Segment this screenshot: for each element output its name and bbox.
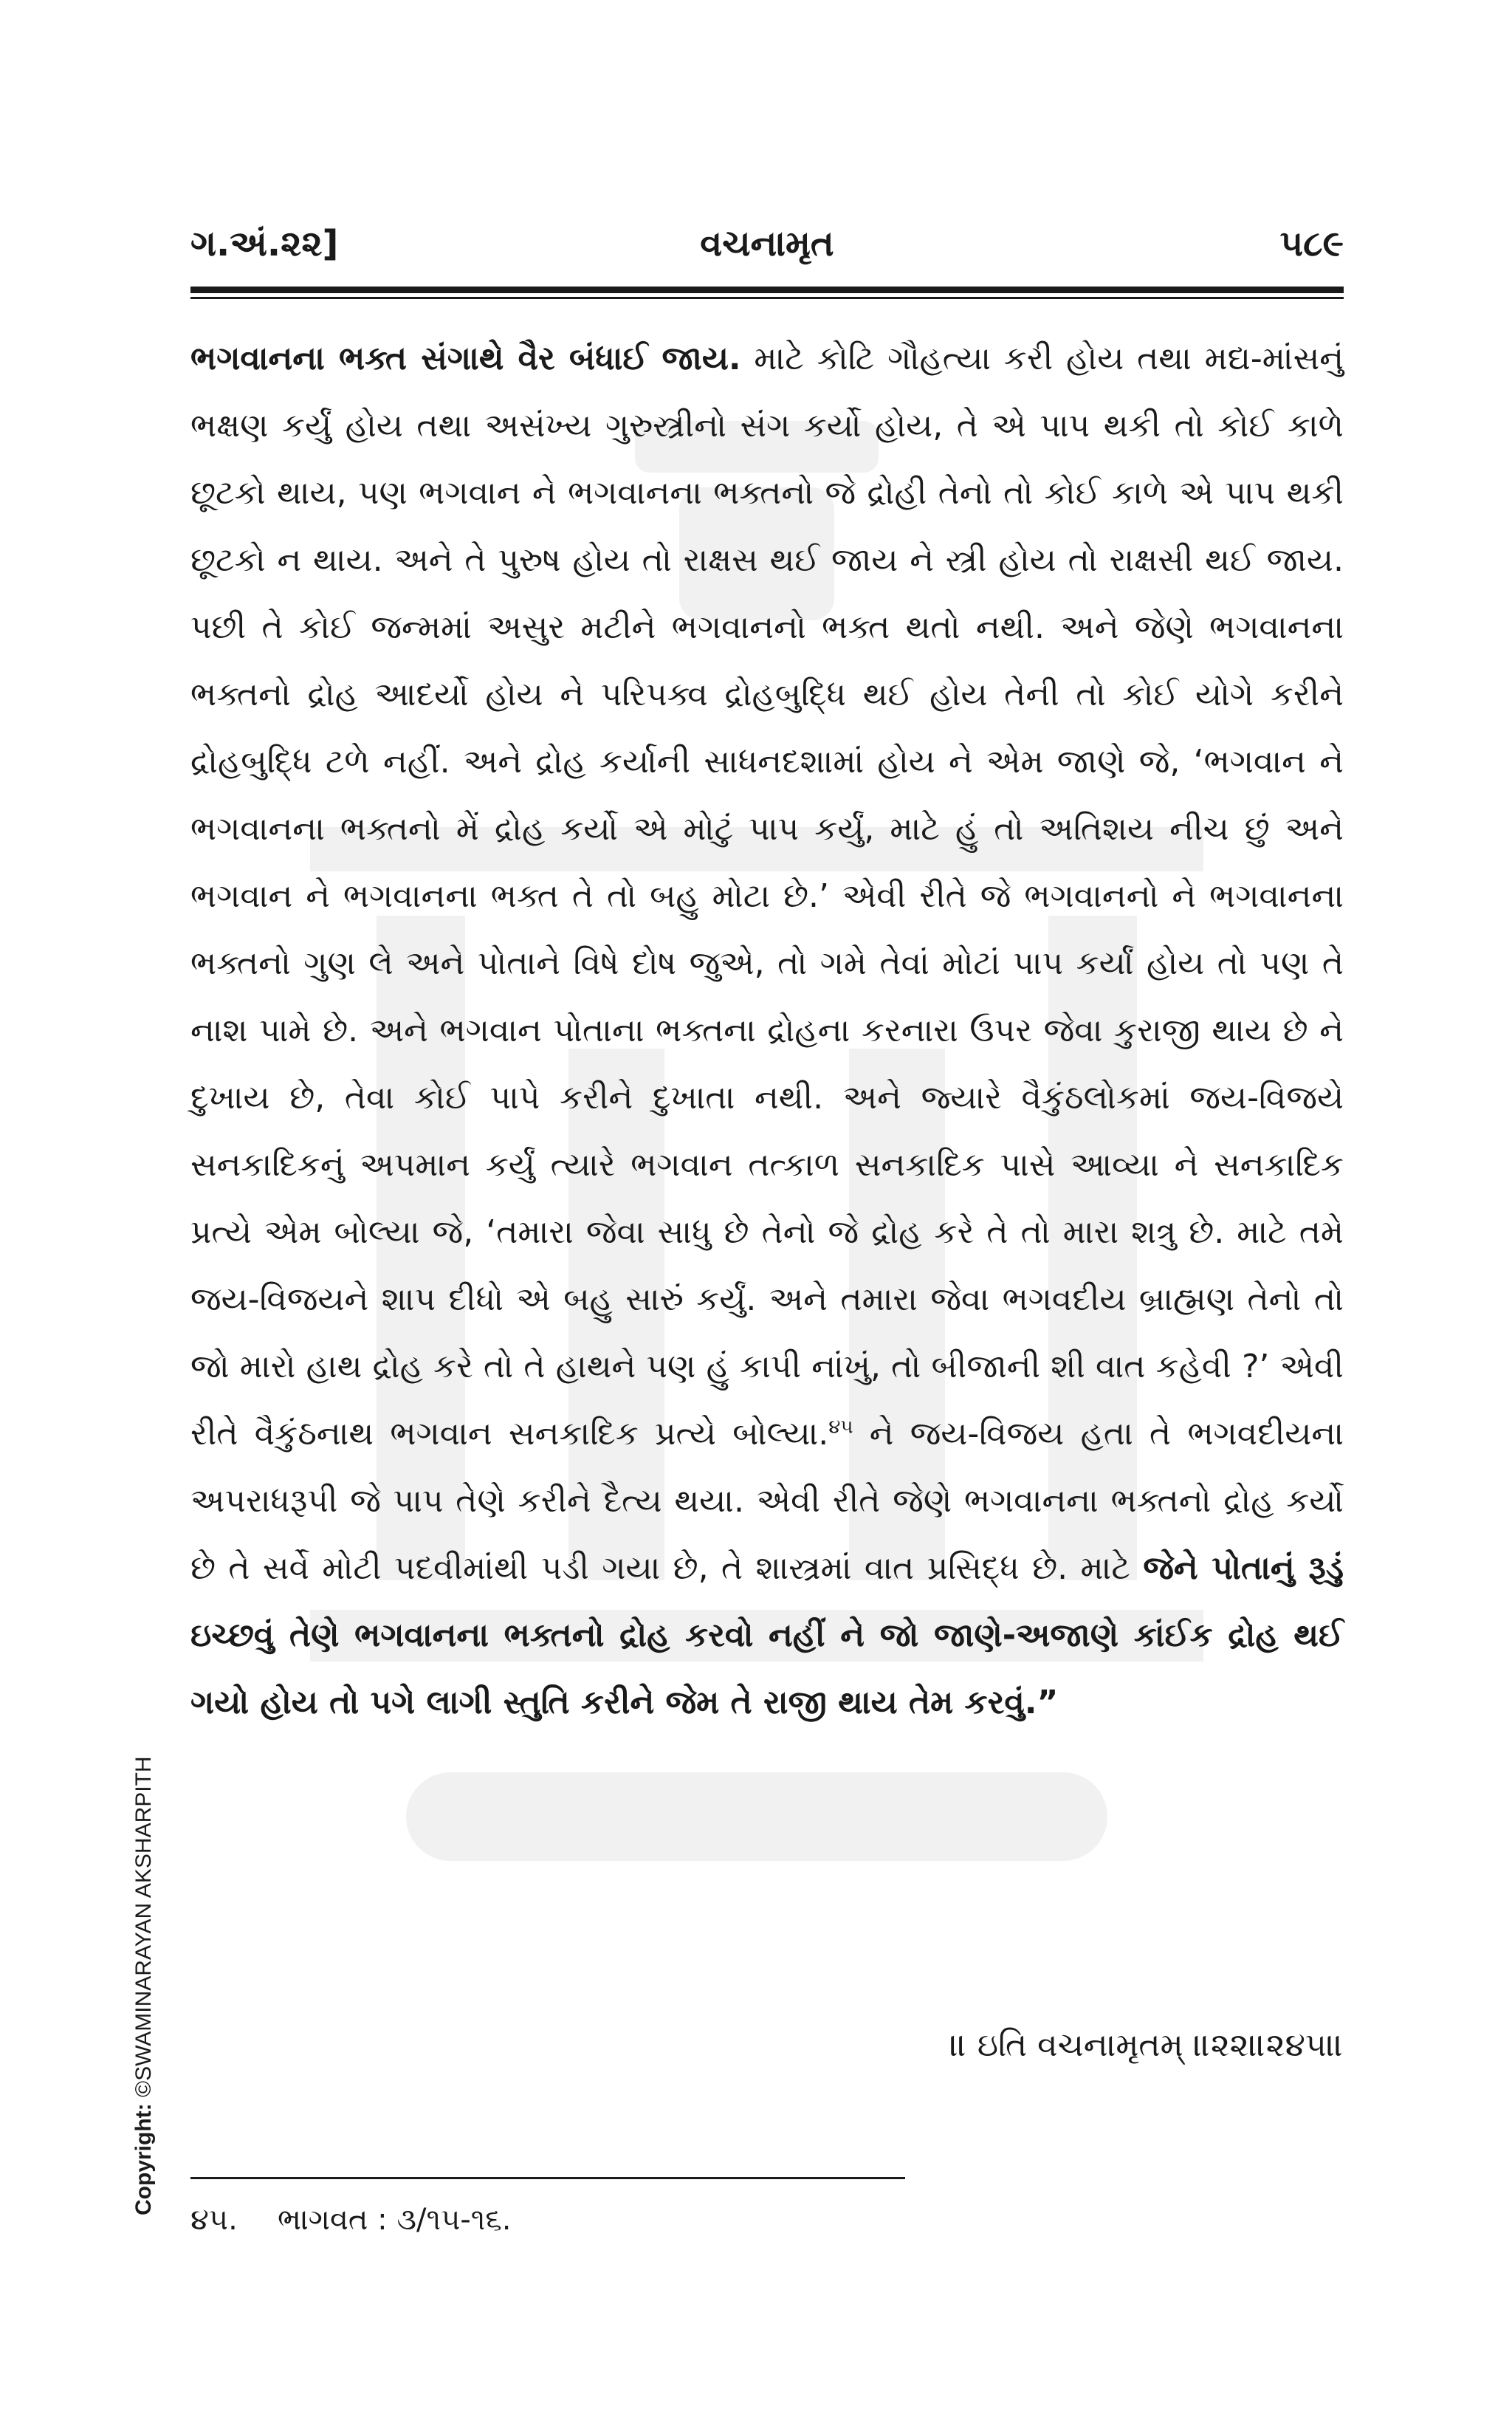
header-chapter-ref: ગ.અં.૨૨] [190,223,339,264]
paragraph-text-part-1: માટે કોટિ ગૌહત્યા કરી હોય તથા મદ્ય-માંસનું ભક્ષણ કર્યું હોય તથા અસંખ્ય ગુરુસ્ત્રીનો સંગ કર્યો હોય, તે એ પાપ થકી તો કોઈ કાળે છૂટકો થાય, પણ ભગવાન ને ભગવાનના ભક્તનો જે દ્રોહી તેનો તો કોઈ કાળે એ પાપ થકી છૂટકો ન થાય. અને તે પુરુષ હોય તો રાક્ષસ થઈ જાય ને સ્ત્રી હોય તો રાક્ષસી થઈ જાય. પછી તે કોઈ જન્મમાં અસુર મટીને ભગવાનનો ભક્ત થતો નથી. અને જેણે ભગવાનના ભક્તનો દ્રોહ આદર્યો હોય ને પરિપક્વ દ્રોહબુદ્ધિ થઈ હોય તેની તો કોઈ યોગે કરીને દ્રોહબુદ્ધિ ટળે નહીં. અને દ્રોહ કર્યાની સાધનદશામાં હોય ને એમ જાણે જે, ‘ભગવાન ને ભગવાનના ભક્તનો મેં દ્રોહ કર્યો એ મોટું પાપ કર્યું, માટે હું તો અતિશય નીચ છું અને ભગવાન ને ભગવાનના ભક્ત તે તો બહુ મોટા છે.’ એવી રીતે જે ભગવાનનો ને ભગવાનના ભક્તનો ગુણ લે અને પોતાને વિષે દોષ જુએ, તો ગમે તેવાં મોટાં પાપ કર્યાં હોય તો પણ તે નાશ પામે છે. અને ભગવાન પોતાના ભક્તના દ્રોહના કરનારા ઉપર જેવા કુરાજી થાય છે ને દુખાય છે, તેવા કોઈ પાપે કરીને દુખાતા નથી. અને જ્યારે વૈકુંઠલોકમાં જય-વિજયે સનકાદિકનું અપમાન કર્યું ત્યારે ભગવાન તત્કાળ સનકાદિક પાસે આવ્યા ને સનકાદિક પ્રત્યે એમ બોલ્યા જે, ‘તમારા જેવા સાધુ છે તેનો જે દ્રોહ કરે તે તો મારા શત્રુ છે. માટે તમે જય-વિજયને શાપ દીધો એ બહુ સારું કર્યું. અને તમારા જેવા ભગવદીય બ્રાહ્મણ તેનો તો જો મારો હાથ દ્રોહ કરે તો તે હાથને પણ હું કાપી નાંખું, તો બીજાની શી વાત કહેવી ?’ એવી રીતે વૈકુંઠનાથ ભગવાન સનકાદિક પ્રત્યે બોલ્યા. [190,340,1344,1453]
copyright-label: Copyright: [131,2103,156,2215]
header-page-number: ૫૮૯ [1279,223,1344,264]
copyright-holder: ©SWAMINARAYAN AKSHARPITH [131,1756,156,2104]
opening-bold-sentence: ભગવાનના ભક્ત સંગાથે વૈર બંધાઈ જાય. [190,340,741,377]
running-header [190,208,1344,282]
header-book-title: વચનામૃત [700,223,834,264]
header-rule-thick [190,287,1344,293]
copyright-notice [131,1756,157,2215]
chapter-closing-line: ॥ ઇતિ વચનામૃતમ્ ॥૨૨॥૨૪૫॥ [949,2026,1344,2064]
body-paragraph [190,325,1344,1736]
footnote-rule [190,2177,905,2179]
footnote-reference: ૪૫ [828,1416,853,1439]
header-rule-thin [190,297,1344,299]
footnote [190,2199,512,2240]
paragraph-text-part-2: ને જય-વિજય હતા તે ભગવદીયના અપરાધરૂપી જે પાપ તેણે કરીને દૈત્ય થયા. એવી રીતે જેણે ભગવાનના ભક્તનો દ્રોહ કર્યો છે તે સર્વે મોટી પદવીમાંથી પડી ગયા છે, તે શાસ્ત્રમાં વાત પ્રસિદ્ધ છે. માટે [190,1415,1344,1587]
footnote-text: ભાગવત : ૩/૧૫-૧૬. [278,2203,512,2237]
closing-bold-sentence: જેને પોતાનું રૂડું ઇચ્છવું તેણે ભગવાનના ભક્તનો દ્રોહ કરવો નહીં ને જો જાણે-અજાણે કાંઈક દ્રોહ થઈ ગયો હોય તો પગે લાગી સ્તુતિ કરીને જેમ તે રાજી થાય તેમ કરવું.” [190,1549,1344,1721]
footnote-number: ૪૫. [190,2203,238,2237]
